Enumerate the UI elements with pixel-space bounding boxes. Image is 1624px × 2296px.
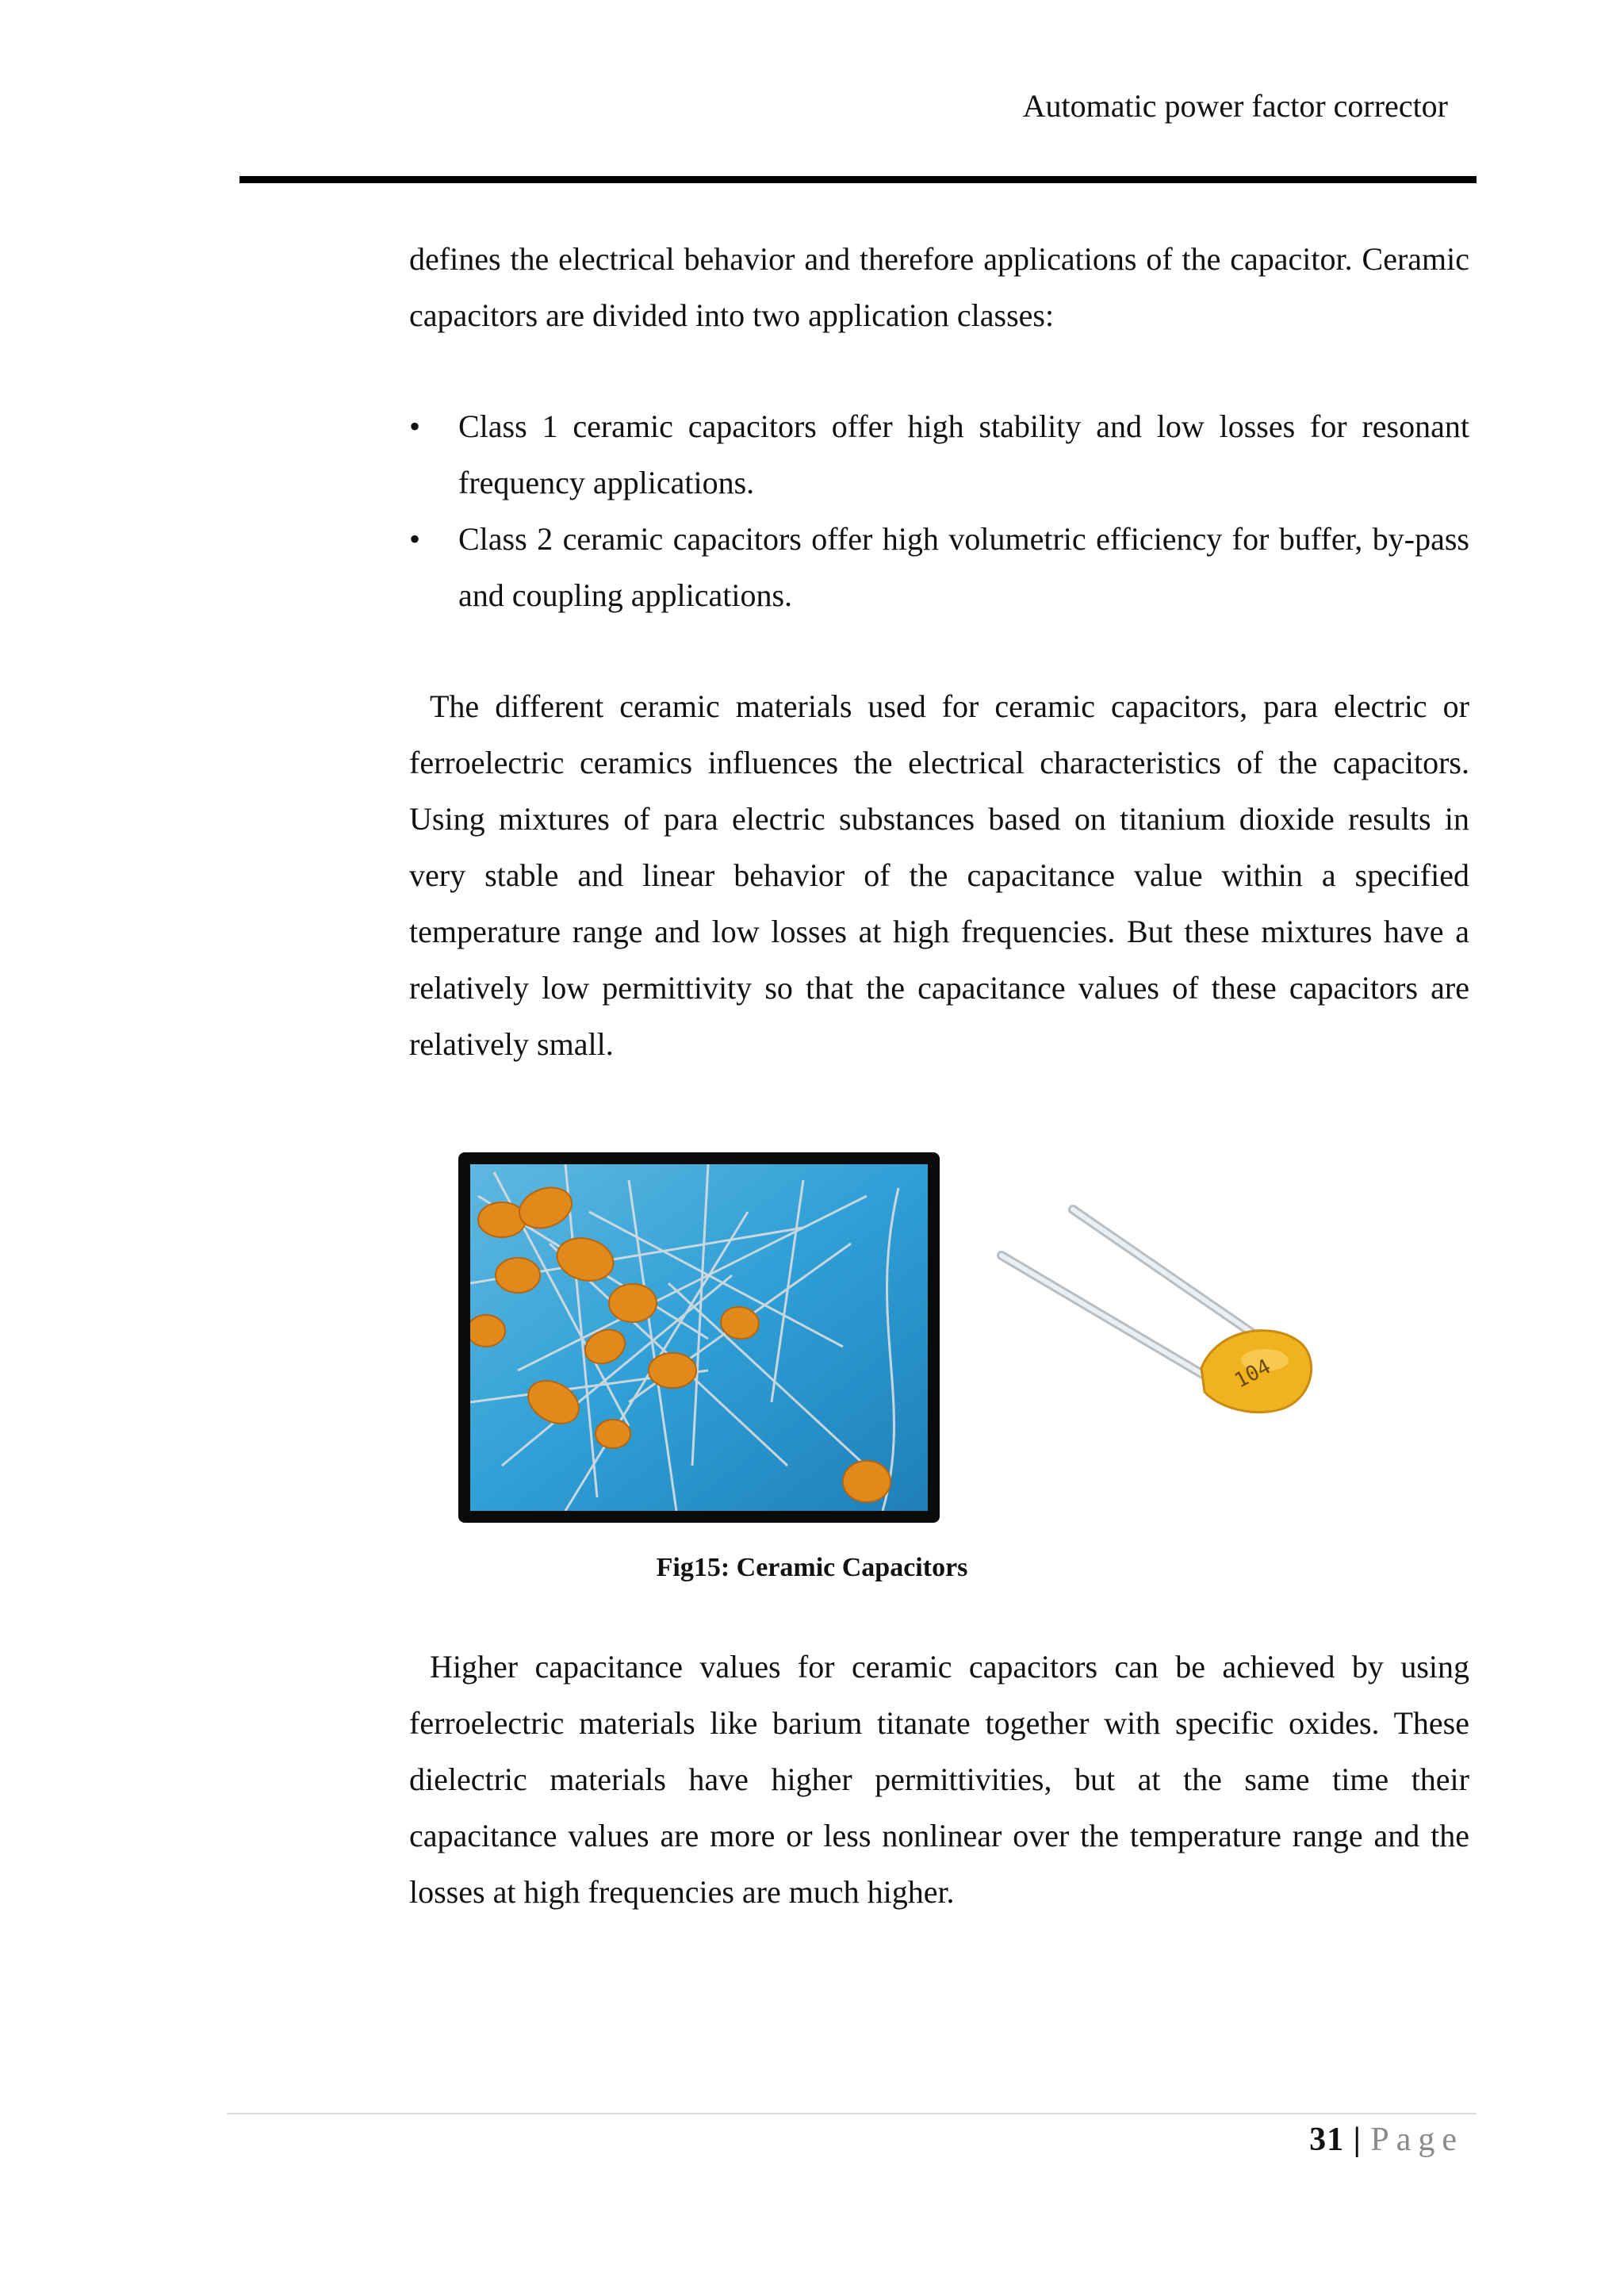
page-footer [1309,2116,1464,2164]
page-label: Page [1370,2122,1464,2158]
page-number: 31 [1309,2122,1345,2158]
capacitor-pile-photo [458,1152,940,1523]
list-item [409,511,1469,623]
materials-paragraph: The different ceramic materials used for ceramic capacitors, para electric or ferroelectric ceramics influences the electrical characteristics of the capacitors. Using mixtures of para electric substances based on titanium dioxide results in very stable and linear behavior of the capacitance value within a specified temperature range and low losses at high frequencies. But these mixtures have a relatively low permittivity so that the capacitance values of these capacitors are relatively small. [409,688,1469,1062]
single-capacitor-illustration [940,1130,1415,1520]
body-text-bottom [409,1639,1469,1920]
intro-paragraph: defines the electrical behavior and therefore applications of the capacitor. Ceramic capacitors are divided into two application classes: [409,241,1469,333]
bullet-icon: • [409,521,421,557]
page-header-title: Automatic power factor corrector [1022,88,1448,124]
single-capacitor-photo [940,1130,1415,1520]
list-item [409,398,1469,511]
header-rule [239,176,1477,183]
figure-caption: Fig15: Ceramic Capacitors [656,1553,968,1582]
page-separator: | [1353,2122,1362,2158]
bullet-text-class-1: Class 1 ceramic capacitors offer high stability and low losses for resonant frequency applications. [458,408,1469,500]
higher-capacitance-paragraph: Higher capacitance values for ceramic capacitors can be achieved by using ferroelectric materials like barium titanate together with specific oxides. These dielectric materials have higher permittivities, but at the same time their capacitance values are more or less nonlinear over the temperature range and the losses at high frequencies are much higher. [409,1649,1469,1910]
capacitor-pile-illustration [470,1164,928,1511]
bullet-text-class-2: Class 2 ceramic capacitors offer high volumetric efficiency for buffer, by-pass and coupling applications. [458,521,1469,613]
footer-rule [227,2113,1477,2114]
capacitor-marking: 104 [1231,1355,1275,1393]
capacitor-class-list [409,398,1469,623]
bullet-icon: • [409,408,421,444]
body-text-top [409,231,1469,1072]
ceramic-capacitors-figure [444,1130,1419,1543]
